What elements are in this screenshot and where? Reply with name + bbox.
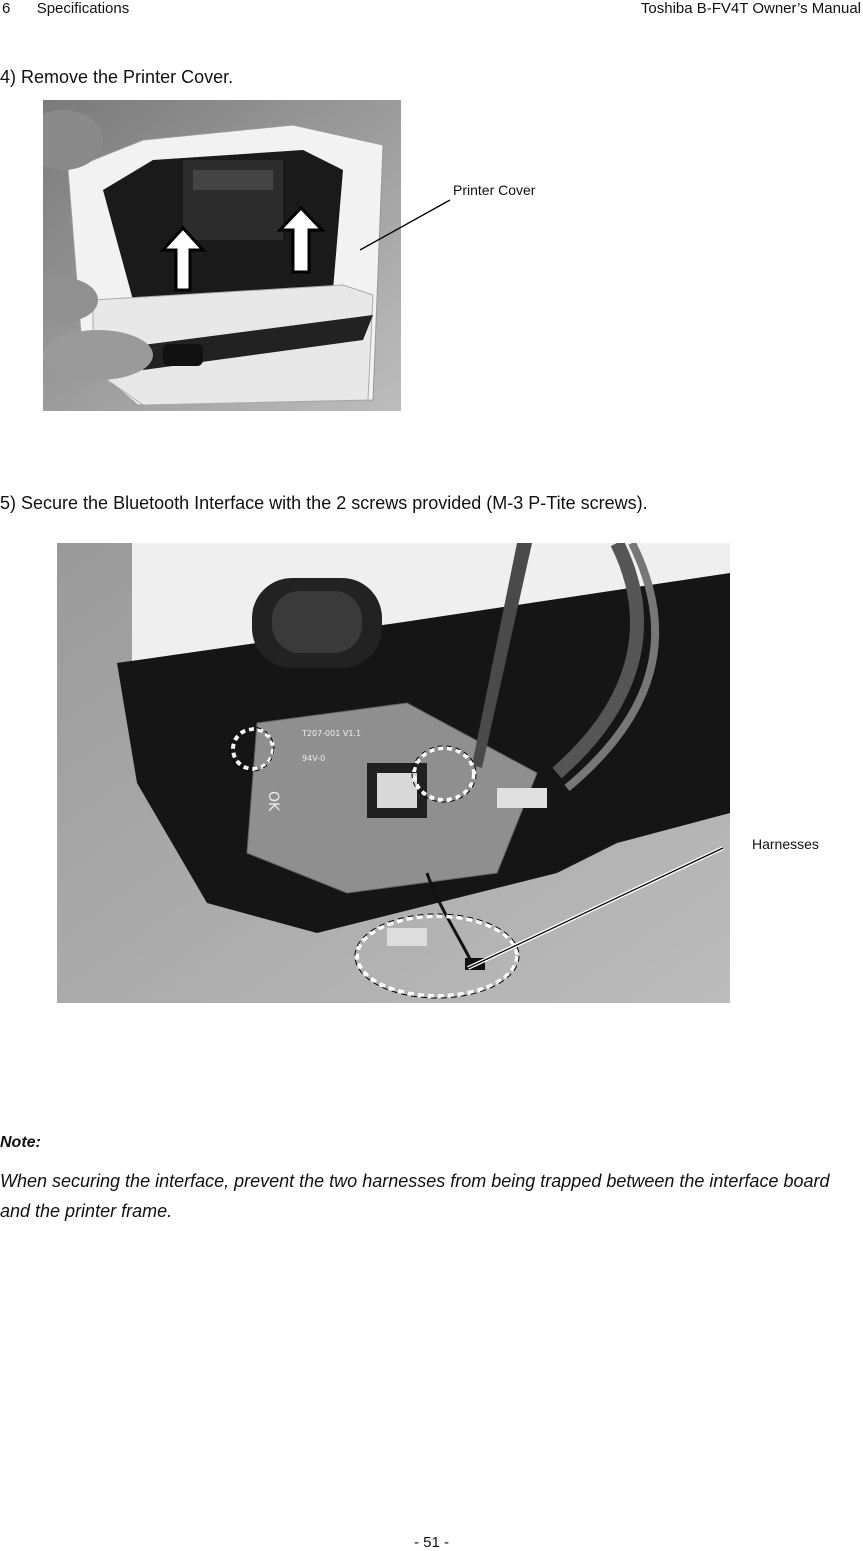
section-number: 6 <box>2 0 11 17</box>
printer-cover-illustration <box>43 100 401 411</box>
board-rating: 94V-0 <box>302 754 326 763</box>
note-title: Note: <box>0 1134 41 1151</box>
page-number: - 51 - <box>413 1534 449 1551</box>
harnesses-callout: Harnesses <box>752 836 819 852</box>
ok-stamp: OK <box>265 791 281 812</box>
printer-cover-callout: Printer Cover <box>453 182 536 198</box>
manual-title: Toshiba B-FV4T Owner’s Manual <box>640 0 861 17</box>
printer-cover-photo <box>43 100 401 411</box>
section-title: Specifications <box>36 0 130 17</box>
note-body: When securing the interface, prevent the two harnesses from being trapped between the interface board and the printer frame. <box>0 1171 830 1221</box>
board-part-id: T207-001 V1.1 <box>302 729 362 738</box>
header-section <box>2 0 129 18</box>
printer-cover-leader-line <box>355 195 455 255</box>
step-5-text: 5) Secure the Bluetooth Interface with the 2 screws provided (M-3 P-Tite screws). <box>0 493 648 513</box>
harnesses-leader-line <box>465 845 735 975</box>
step-4-text: 4) Remove the Printer Cover. <box>0 67 234 87</box>
